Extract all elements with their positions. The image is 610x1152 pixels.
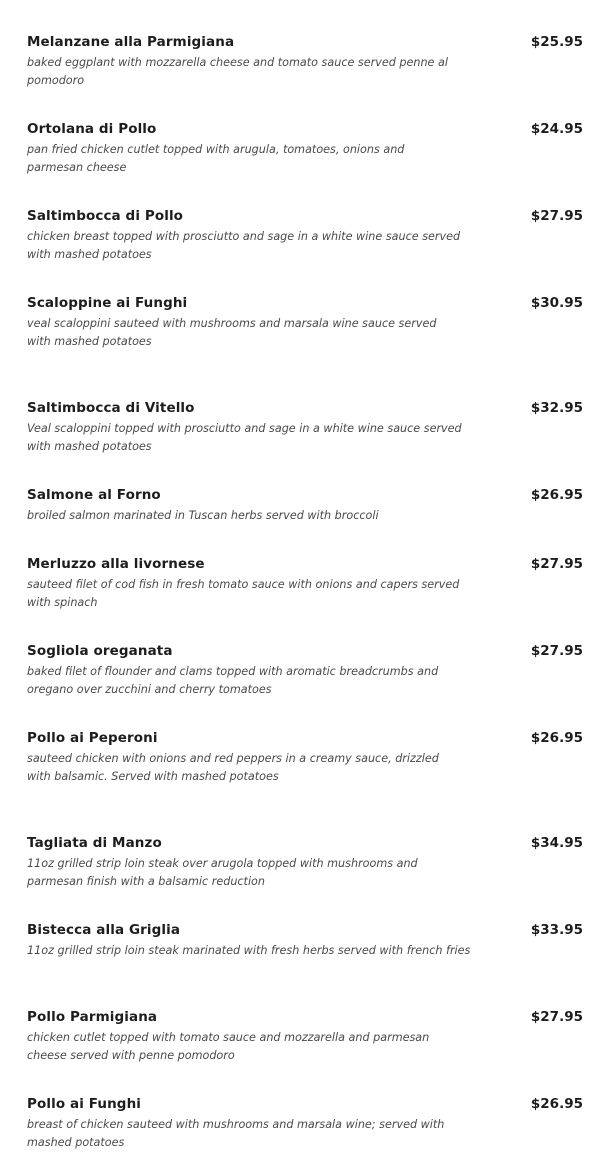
menu-item xyxy=(27,922,583,960)
menu-item-price: $26.95 xyxy=(530,730,583,746)
menu-item-price: $26.95 xyxy=(530,1096,583,1112)
menu-item-description: 11oz grilled strip loin steak marinated with fresh herbs served with french fries xyxy=(27,944,471,957)
menu-item xyxy=(27,400,583,456)
menu-item-price: $26.95 xyxy=(530,487,583,503)
menu-item-name: Merluzzo alla livornese xyxy=(27,556,205,572)
menu-item-price: $27.95 xyxy=(530,556,583,572)
menu-item-description: baked filet of flounder and clams topped with aromatic breadcrumbs and oregano over zucchini and cherry tomatoes xyxy=(27,665,439,696)
menu-item xyxy=(27,556,583,612)
menu-item-description: 11oz grilled strip loin steak over arugola topped with mushrooms and parmesan finish with a balsamic reduction xyxy=(27,857,418,888)
menu-item-name: Salmone al Forno xyxy=(27,487,161,503)
menu-item-price: $24.95 xyxy=(530,121,583,137)
menu-item-header xyxy=(27,121,583,141)
menu-item-header xyxy=(27,487,583,507)
menu-item-name: Scaloppine ai Funghi xyxy=(27,295,188,311)
menu-item-price: $25.95 xyxy=(530,34,583,50)
menu-item-header xyxy=(27,835,583,855)
menu-item xyxy=(27,208,583,264)
menu-item-description: chicken cutlet topped with tomato sauce and mozzarella and parmesan cheese served with penne pomodoro xyxy=(27,1031,430,1062)
menu-item-price: $27.95 xyxy=(530,643,583,659)
menu-item-header xyxy=(27,400,583,420)
menu-item-header xyxy=(27,295,583,315)
menu-item xyxy=(27,730,583,786)
menu-item-header xyxy=(27,34,583,54)
menu-item-price: $27.95 xyxy=(530,1009,583,1025)
menu-item-name: Saltimbocca di Vitello xyxy=(27,400,195,416)
menu-item-header xyxy=(27,922,583,942)
menu-item xyxy=(27,643,583,699)
menu-item-header xyxy=(27,643,583,663)
menu-item-price: $30.95 xyxy=(530,295,583,311)
menu-item xyxy=(27,295,583,351)
menu-item-header xyxy=(27,556,583,576)
menu-item-header xyxy=(27,1009,583,1029)
menu-item-name: Ortolana di Pollo xyxy=(27,121,157,137)
menu-item-price: $33.95 xyxy=(530,922,583,938)
menu-item-name: Bistecca alla Griglia xyxy=(27,922,181,938)
menu-item-description: pan fried chicken cutlet topped with arugula, tomatoes, onions and parmesan cheese xyxy=(27,143,405,174)
menu-item-name: Sogliola oreganata xyxy=(27,643,173,659)
menu-item-name: Pollo ai Peperoni xyxy=(27,730,158,746)
menu-item-description: sauteed chicken with onions and red peppers in a creamy sauce, drizzled with balsamic. Served with mashed potatoes xyxy=(27,752,439,783)
menu-item-description: Veal scaloppini topped with prosciutto and sage in a white wine sauce served with mashed potatoes xyxy=(27,422,462,453)
menu-item-header xyxy=(27,1096,583,1116)
menu-item-name: Saltimbocca di Pollo xyxy=(27,208,184,224)
menu-item-header xyxy=(27,208,583,228)
menu-item-price: $27.95 xyxy=(530,208,583,224)
menu-item-name: Pollo ai Funghi xyxy=(27,1096,142,1112)
menu-item-name: Pollo Parmigiana xyxy=(27,1009,158,1025)
menu-item xyxy=(27,835,583,891)
menu-item xyxy=(27,487,583,525)
menu-item xyxy=(27,121,583,177)
menu-item xyxy=(27,1009,583,1065)
menu-item-price: $34.95 xyxy=(530,835,583,851)
menu-item-description: chicken breast topped with prosciutto and sage in a white wine sauce served with mashed potatoes xyxy=(27,230,461,261)
menu-item-description: breast of chicken sauteed with mushrooms and marsala wine; served with mashed potatoes xyxy=(27,1118,445,1149)
menu-item-name: Melanzane alla Parmigiana xyxy=(27,34,235,50)
menu-item xyxy=(27,1096,583,1152)
menu-item xyxy=(27,34,583,90)
menu-item-description: veal scaloppini sauteed with mushrooms and marsala wine sauce served with mashed potatoes xyxy=(27,317,437,348)
menu-item-description: broiled salmon marinated in Tuscan herbs served with broccoli xyxy=(27,509,379,522)
menu-item-header xyxy=(27,730,583,750)
menu-item-name: Tagliata di Manzo xyxy=(27,835,162,851)
menu-item-description: sauteed filet of cod fish in fresh tomato sauce with onions and capers served with spinach xyxy=(27,578,460,609)
menu-item-price: $32.95 xyxy=(530,400,583,416)
menu-item-description: baked eggplant with mozzarella cheese and tomato sauce served penne al pomodoro xyxy=(27,56,448,87)
